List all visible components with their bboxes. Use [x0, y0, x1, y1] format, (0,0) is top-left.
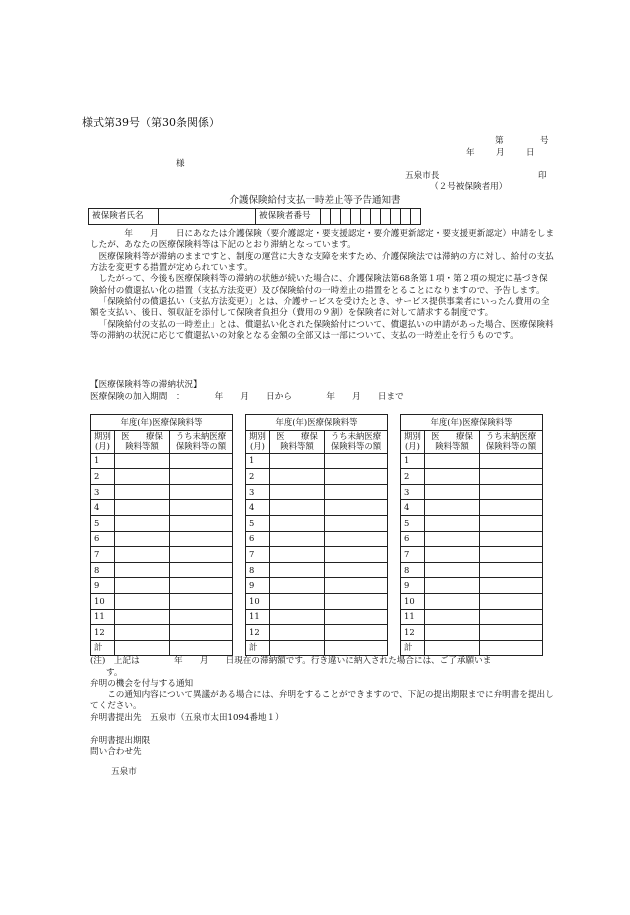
addressee-suffix: 様 — [176, 159, 185, 169]
unpaid-amount-cell[interactable] — [325, 515, 388, 531]
benmei-text: この通知内容について異議がある場合には、弁明をすることができますので、下記の提出期限までに弁明書を提出してください。 — [90, 690, 554, 712]
table-row — [246, 640, 388, 656]
table-row — [246, 469, 388, 485]
unpaid-amount-cell[interactable] — [325, 547, 388, 563]
table-row — [401, 453, 543, 469]
date-year: 年 — [466, 148, 475, 158]
benmei-body — [90, 690, 560, 713]
medical-amount-cell[interactable] — [425, 531, 480, 547]
insured-number-digit[interactable] — [361, 209, 371, 225]
unpaid-amount-cell[interactable] — [480, 562, 543, 578]
period-cell: 6 — [91, 531, 115, 547]
table-row — [246, 515, 388, 531]
insured-number-digit[interactable] — [391, 209, 401, 225]
table-row — [401, 562, 543, 578]
unpaid-amount-cell[interactable] — [170, 640, 233, 656]
medical-amount-cell[interactable] — [115, 515, 170, 531]
insured-number-digit[interactable] — [401, 209, 411, 225]
issuer: 五泉市長 — [405, 171, 440, 181]
table-row — [246, 562, 388, 578]
unpaid-amount-cell[interactable] — [325, 562, 388, 578]
period-cell: 12 — [401, 625, 425, 641]
subtype: （２号被保険者用） — [430, 182, 508, 192]
medical-amount-cell[interactable] — [270, 453, 325, 469]
period-cell: 4 — [91, 500, 115, 516]
table-row — [401, 469, 543, 485]
premium-grid-2 — [245, 414, 388, 656]
unpaid-amount-cell[interactable] — [480, 625, 543, 641]
period-cell: 5 — [91, 515, 115, 531]
grid-rows — [401, 453, 543, 656]
period-cell: 計 — [246, 640, 270, 656]
medical-amount-cell[interactable] — [425, 625, 480, 641]
period-cell: 12 — [246, 625, 270, 641]
insured-number-label: 被保険者番号 — [256, 209, 321, 225]
period-cell: 8 — [246, 562, 270, 578]
premium-grid-1 — [90, 414, 233, 656]
col-unpaid: うち未納医療保険料等の額 — [170, 430, 233, 453]
period-cell: 11 — [401, 609, 425, 625]
period-cell: 2 — [401, 469, 425, 485]
unpaid-amount-cell[interactable] — [480, 640, 543, 656]
date-month: 月 — [496, 148, 505, 158]
insured-number-digit[interactable] — [411, 209, 421, 225]
unpaid-amount-cell[interactable] — [325, 469, 388, 485]
table-row — [401, 515, 543, 531]
period-cell: 11 — [91, 609, 115, 625]
medical-amount-cell[interactable] — [270, 484, 325, 500]
period-cell: 2 — [91, 469, 115, 485]
unpaid-amount-cell[interactable] — [325, 593, 388, 609]
period-cell: 3 — [91, 484, 115, 500]
medical-amount-cell[interactable] — [115, 578, 170, 594]
col-unpaid: うち未納医療保険料等の額 — [480, 430, 543, 453]
table-row — [91, 562, 233, 578]
unpaid-amount-cell[interactable] — [170, 562, 233, 578]
body-paragraph: 医療保険料等が滞納のままですと、制度の運営に大きな支障を来すため、介護保険法では滞納の方に対し、給付の支払方法を変更する措置が定められています。 — [90, 251, 554, 274]
medical-amount-cell[interactable] — [115, 625, 170, 641]
year-header: 年度(年)医療保険料等 — [246, 415, 388, 431]
insured-id-table — [88, 208, 421, 225]
insured-number-digit[interactable] — [371, 209, 381, 225]
table-row — [91, 625, 233, 641]
insured-number-digit[interactable] — [341, 209, 351, 225]
medical-amount-cell[interactable] — [115, 469, 170, 485]
note-line: (注) 上記は 年 月 日現在の滞納額です。行き違いに納入された場合には、ご了承願いま — [90, 656, 492, 666]
period-cell: 9 — [401, 578, 425, 594]
period-cell: 5 — [246, 515, 270, 531]
unpaid-amount-cell[interactable] — [480, 453, 543, 469]
period-cell: 4 — [246, 500, 270, 516]
table-row — [246, 484, 388, 500]
period-cell: 8 — [91, 562, 115, 578]
medical-amount-cell[interactable] — [425, 578, 480, 594]
medical-amount-cell[interactable] — [270, 547, 325, 563]
medical-amount-cell[interactable] — [270, 469, 325, 485]
medical-amount-cell[interactable] — [270, 500, 325, 516]
medical-amount-cell[interactable] — [425, 640, 480, 656]
period-cell: 7 — [401, 547, 425, 563]
medical-amount-cell[interactable] — [270, 562, 325, 578]
ref-go: 号 — [540, 136, 549, 146]
period-cell: 9 — [91, 578, 115, 594]
unpaid-amount-cell[interactable] — [325, 531, 388, 547]
note-line-cont: す。 — [106, 668, 123, 678]
medical-amount-cell[interactable] — [115, 609, 170, 625]
medical-amount-cell[interactable] — [115, 593, 170, 609]
unpaid-amount-cell[interactable] — [325, 609, 388, 625]
medical-amount-cell[interactable] — [425, 515, 480, 531]
insured-number-digit[interactable] — [331, 209, 341, 225]
table-row — [91, 531, 233, 547]
unpaid-amount-cell[interactable] — [170, 593, 233, 609]
medical-amount-cell[interactable] — [270, 515, 325, 531]
table-row — [91, 547, 233, 563]
medical-amount-cell[interactable] — [425, 500, 480, 516]
table-row — [401, 625, 543, 641]
table-row — [246, 500, 388, 516]
medical-amount-cell[interactable] — [425, 609, 480, 625]
body-paragraph: 「保険給付の支払の一時差止」とは、償還払い化された保険給付について、償還払いの申請があった場合、医療保険料等の滞納の状況に応じて償還払いの対象となる金額の全部又は一部について、支払の一時差止を行うものです。 — [90, 319, 554, 342]
table-row — [401, 593, 543, 609]
period-cell: 1 — [91, 453, 115, 469]
contact-label: 問い合わせ先 — [90, 747, 142, 757]
medical-amount-cell[interactable] — [115, 640, 170, 656]
medical-amount-cell[interactable] — [425, 453, 480, 469]
medical-amount-cell[interactable] — [425, 593, 480, 609]
table-row — [401, 484, 543, 500]
premium-grid-3 — [400, 414, 543, 656]
period-cell: 7 — [91, 547, 115, 563]
period-cell: 3 — [401, 484, 425, 500]
medical-amount-cell[interactable] — [115, 453, 170, 469]
col-period: 期別(月) — [401, 430, 425, 453]
medical-amount-cell[interactable] — [425, 469, 480, 485]
medical-amount-cell[interactable] — [270, 578, 325, 594]
table-row — [91, 515, 233, 531]
unpaid-amount-cell[interactable] — [325, 500, 388, 516]
unpaid-amount-cell[interactable] — [170, 515, 233, 531]
insured-name-label: 被保険者氏名 — [89, 209, 159, 225]
unpaid-amount-cell[interactable] — [325, 453, 388, 469]
table-row — [91, 640, 233, 656]
table-row — [246, 547, 388, 563]
document-title: 介護保険給付支払一時差止等予告通知書 — [229, 195, 401, 206]
table-row — [401, 578, 543, 594]
col-medical: 医 療保険料等額 — [425, 430, 480, 453]
period-cell: 10 — [91, 593, 115, 609]
unpaid-amount-cell[interactable] — [170, 484, 233, 500]
col-period: 期別(月) — [91, 430, 115, 453]
medical-amount-cell[interactable] — [115, 484, 170, 500]
unpaid-amount-cell[interactable] — [480, 484, 543, 500]
medical-amount-cell[interactable] — [270, 625, 325, 641]
unpaid-amount-cell[interactable] — [325, 625, 388, 641]
col-unpaid: うち未納医療保険料等の額 — [325, 430, 388, 453]
period-cell: 計 — [401, 640, 425, 656]
period-cell: 1 — [401, 453, 425, 469]
unpaid-amount-cell[interactable] — [480, 531, 543, 547]
insured-number-digit[interactable] — [351, 209, 361, 225]
medical-amount-cell[interactable] — [115, 500, 170, 516]
medical-amount-cell[interactable] — [425, 484, 480, 500]
col-medical: 医 療保険料等額 — [115, 430, 170, 453]
table-row — [91, 609, 233, 625]
table-row — [91, 469, 233, 485]
table-row — [91, 484, 233, 500]
year-header: 年度(年)医療保険料等 — [401, 415, 543, 431]
ref-dai: 第 — [495, 136, 504, 146]
table-row — [246, 609, 388, 625]
unpaid-amount-cell[interactable] — [170, 609, 233, 625]
body-paragraph: したがって、今後も医療保険料等の滞納の状態が続いた場合に、介護保険法第68条第１項・第２項の規定に基づき保険給付の償還払い化の措置（支払方法変更）及び保険給付の一時差止の措置をとることになりますので、予告します。 — [90, 274, 548, 296]
table-row — [401, 531, 543, 547]
medical-amount-cell[interactable] — [425, 562, 480, 578]
unpaid-amount-cell[interactable] — [325, 484, 388, 500]
table-row — [91, 578, 233, 594]
unpaid-amount-cell[interactable] — [480, 515, 543, 531]
seal-mark: 印 — [538, 171, 547, 181]
grid-rows — [246, 453, 388, 656]
insured-number-digit[interactable] — [381, 209, 391, 225]
unpaid-amount-cell[interactable] — [480, 547, 543, 563]
unpaid-amount-cell[interactable] — [170, 469, 233, 485]
medical-amount-cell[interactable] — [270, 531, 325, 547]
table-row — [91, 500, 233, 516]
unpaid-amount-cell[interactable] — [480, 578, 543, 594]
benmei-heading: 弁明の機会を付与する通知 — [90, 679, 194, 689]
unpaid-amount-cell[interactable] — [170, 500, 233, 516]
period-cell: 4 — [401, 500, 425, 516]
date-day: 日 — [526, 148, 535, 158]
unpaid-amount-cell[interactable] — [170, 453, 233, 469]
table-row — [91, 453, 233, 469]
table-row — [246, 625, 388, 641]
year-header: 年度(年)医療保険料等 — [91, 415, 233, 431]
period-cell: 5 — [401, 515, 425, 531]
insured-number-digit[interactable] — [321, 209, 331, 225]
period-cell: 8 — [401, 562, 425, 578]
medical-amount-cell[interactable] — [425, 547, 480, 563]
medical-amount-cell[interactable] — [270, 593, 325, 609]
contact-city: 五泉市 — [111, 767, 137, 777]
period-cell: 12 — [91, 625, 115, 641]
table-row — [91, 593, 233, 609]
unpaid-amount-cell[interactable] — [480, 609, 543, 625]
unpaid-amount-cell[interactable] — [325, 640, 388, 656]
body-paragraph: 年 月 日にあなたは介護保険（要介護認定・要支援認定・要介護更新認定・要支援更新認定）申請をしましたが、あなたの医療保険料等は下記のとおり滞納となっています。 — [90, 229, 555, 251]
status-heading: 【医療保険料等の滞納状況】 — [90, 380, 202, 390]
insured-name-field[interactable] — [159, 209, 256, 225]
unpaid-amount-cell[interactable] — [480, 500, 543, 516]
medical-amount-cell[interactable] — [115, 531, 170, 547]
unpaid-amount-cell[interactable] — [170, 547, 233, 563]
body-paragraph: 「保険給付の償還払い（支払方法変更）」とは、介護サービスを受けたとき、サービス提供事業者にいったん費用の全額を支払い、後日、領収証を添付して保険者負担分（費用の９割）を保険者に対して請求する制度です。 — [90, 297, 550, 319]
submit-deadline: 弁明書提出期限 — [90, 736, 151, 746]
notice-body — [90, 229, 556, 342]
period-cell: 2 — [246, 469, 270, 485]
unpaid-amount-cell[interactable] — [170, 625, 233, 641]
table-row — [246, 593, 388, 609]
period-cell: 9 — [246, 578, 270, 594]
unpaid-amount-cell[interactable] — [325, 578, 388, 594]
submit-destination: 弁明書提出先 五泉市（五泉市太田1094番地１） — [90, 713, 284, 723]
unpaid-amount-cell[interactable] — [170, 531, 233, 547]
table-row — [401, 547, 543, 563]
col-medical: 医 療保険料等額 — [270, 430, 325, 453]
period-cell: 6 — [401, 531, 425, 547]
period-cell: 1 — [246, 453, 270, 469]
form-number: 様式第39号（第30条関係） — [82, 116, 220, 129]
table-row — [401, 500, 543, 516]
period-cell: 計 — [91, 640, 115, 656]
col-period: 期別(月) — [246, 430, 270, 453]
period-cell: 10 — [246, 593, 270, 609]
table-row — [246, 453, 388, 469]
period-cell: 3 — [246, 484, 270, 500]
table-row — [246, 531, 388, 547]
medical-amount-cell[interactable] — [270, 640, 325, 656]
table-row — [401, 609, 543, 625]
medical-amount-cell[interactable] — [115, 562, 170, 578]
medical-amount-cell[interactable] — [115, 547, 170, 563]
medical-amount-cell[interactable] — [270, 609, 325, 625]
period-cell: 6 — [246, 531, 270, 547]
grid-rows — [91, 453, 233, 656]
period-cell: 11 — [246, 609, 270, 625]
unpaid-amount-cell[interactable] — [480, 593, 543, 609]
enrollment-period: 医療保険の加入期間 ： 年 月 日から 年 月 日まで — [90, 392, 404, 402]
unpaid-amount-cell[interactable] — [170, 578, 233, 594]
period-cell: 7 — [246, 547, 270, 563]
table-row — [401, 640, 543, 656]
unpaid-amount-cell[interactable] — [480, 469, 543, 485]
period-cell: 10 — [401, 593, 425, 609]
table-row — [246, 578, 388, 594]
